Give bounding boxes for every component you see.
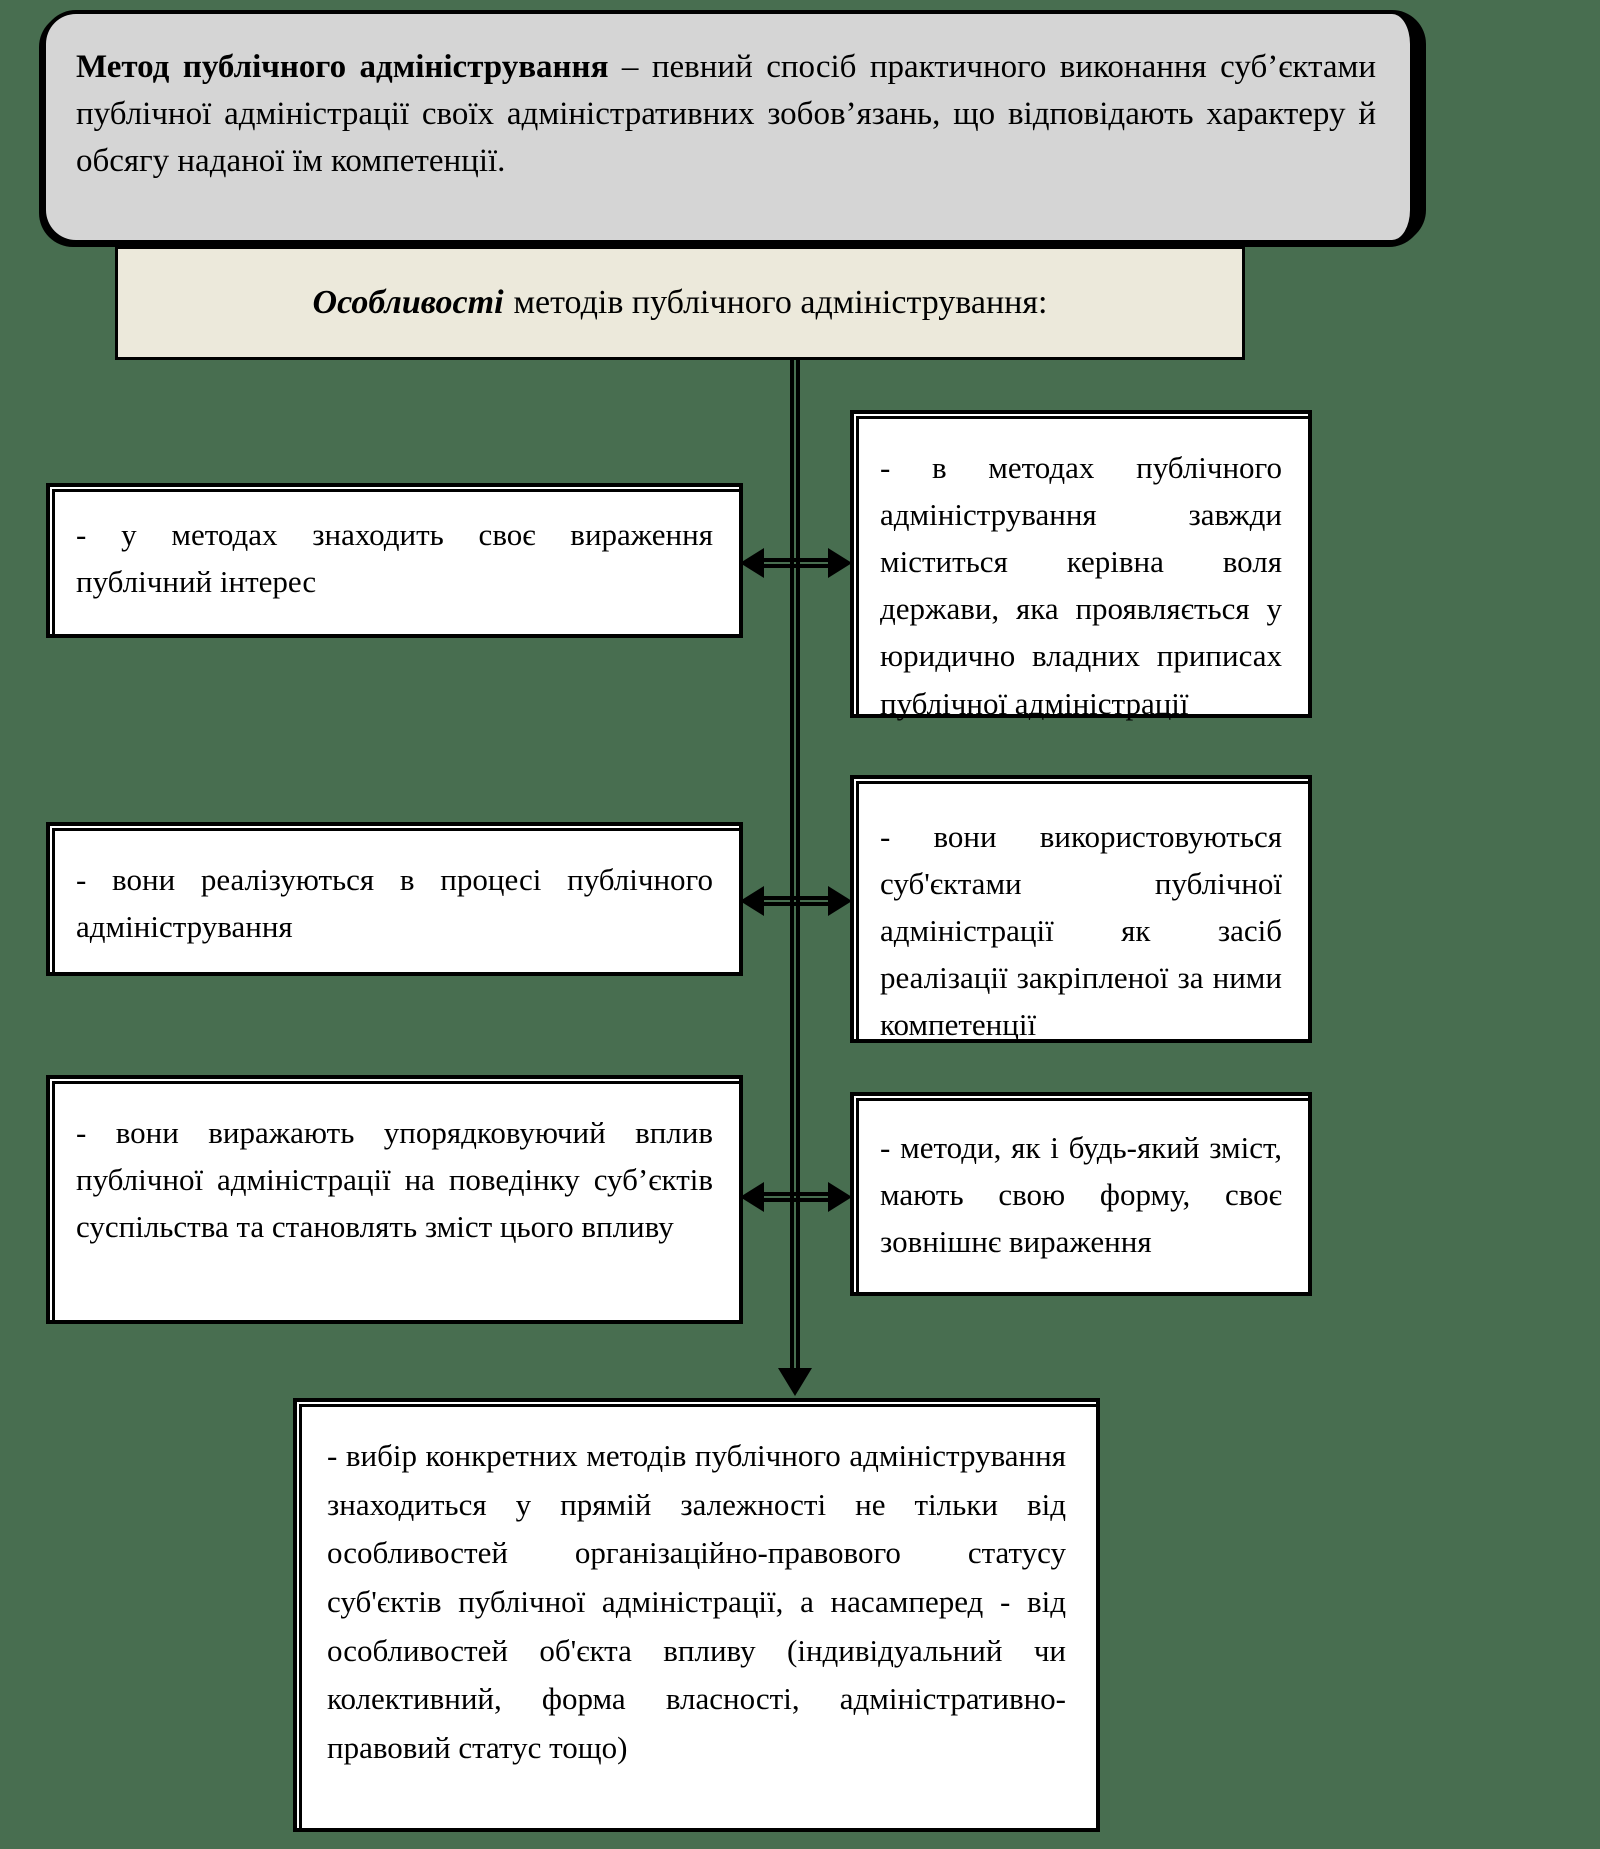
header-emphasis: Особливості (312, 284, 504, 321)
arrowhead-right-icon (828, 548, 852, 578)
feature-box-bottom: - вибір конкретних методів публічного адміністрування знаходиться у прямій залежності не тільки від особливостей організаційно-правового статусу суб'єктів публічної адміністрації, а насамперед - від особливостей об'єкта впливу (індивідуальний чи колективний, форма власності, адміністративно-правовий статус тощо) (293, 1398, 1100, 1832)
arrow-shaft (754, 1192, 838, 1202)
trunk-line (790, 360, 800, 1372)
connector-arrow-row2 (740, 886, 852, 916)
arrowhead-right-icon (828, 1182, 852, 1212)
arrow-shaft (754, 558, 838, 568)
feature-box-left-1: - у методах знаходить своє вираження публічний інтерес (46, 483, 743, 638)
feature-box-left-2: - вони реалізуються в процесі публічного адміністрування (46, 822, 743, 976)
feature-box-left-3: - вони виражають упорядковуючий вплив публічної адміністрації на поведінку суб’єктів суспільства та становлять зміст цього впливу (46, 1075, 743, 1324)
header-text: методів публічного адміністрування: (513, 284, 1048, 321)
trunk-down-arrowhead-icon (778, 1368, 812, 1396)
feature-box-right-2: - вони використовуються суб'єктами публічної адміністрації як засіб реалізації закріпленої за ними компетенції (850, 775, 1312, 1043)
feature-box-right-3: - методи, як і будь-який зміст, мають свою форму, своє зовнішнє вираження (850, 1092, 1312, 1296)
arrow-shaft (754, 896, 838, 906)
connector-arrow-row3 (740, 1182, 852, 1212)
definition-term: Метод публічного адміністрування (76, 49, 609, 85)
definition-text: – певний спосіб практичного виконання суб’єктами публічної адміністрації своїх адміністративних зобов’язань, що відповідають характеру й обсягу наданої їм компетенції. (76, 49, 1377, 179)
header-box (115, 242, 1245, 360)
feature-box-right-1: - в методах публічного адміністрування завжди міститься керівна воля держави, яка проявляється у юридично владних приписах публічної адміністрації (850, 410, 1312, 718)
connector-arrow-row1 (740, 548, 852, 578)
arrowhead-right-icon (828, 886, 852, 916)
definition-box (42, 10, 1426, 244)
